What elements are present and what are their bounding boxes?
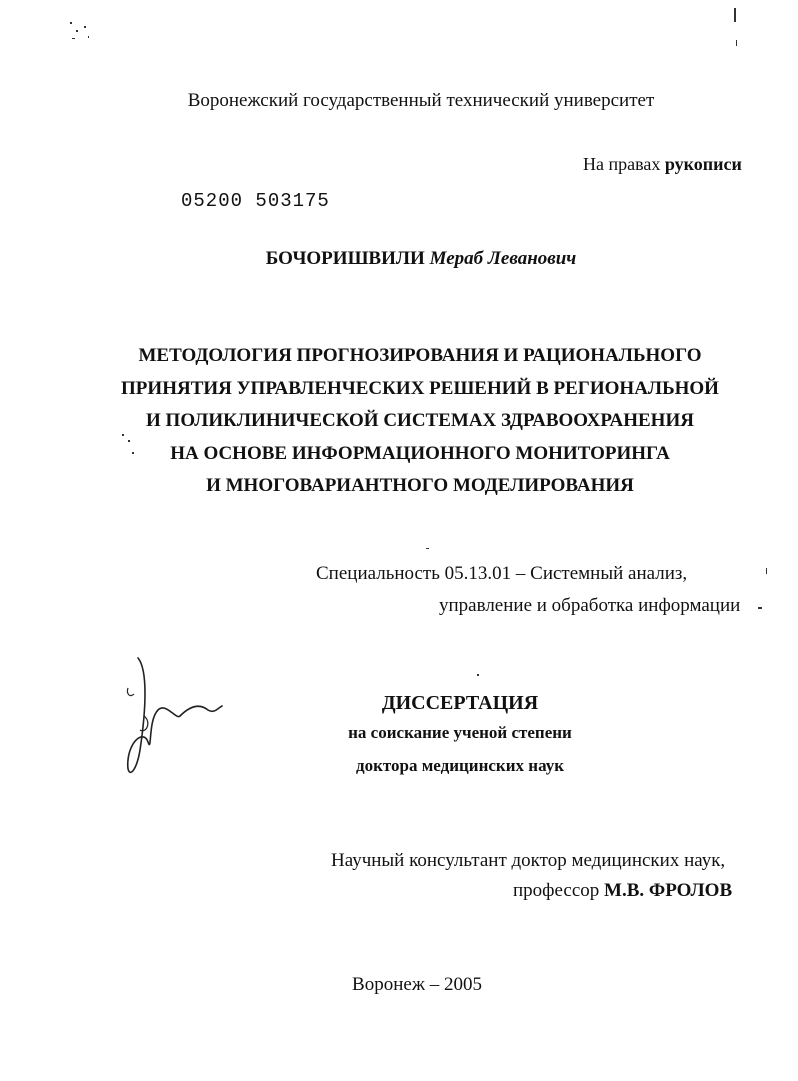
title-line: МЕТОДОЛОГИЯ ПРОГНОЗИРОВАНИЯ И РАЦИОНАЛЬНОГО bbox=[138, 345, 702, 366]
title-line: ПРИНЯТИЯ УПРАВЛЕНЧЕСКИХ РЕШЕНИЙ В РЕГИОНАЛЬНОЙ bbox=[121, 377, 719, 399]
dissertation-heading: ДИССЕРТАЦИЯ bbox=[381, 692, 539, 714]
manuscript-note bbox=[583, 154, 742, 175]
title-line: И МНОГОВАРИАНТНОГО МОДЕЛИРОВАНИЯ bbox=[206, 475, 634, 496]
degree-line-1: на соискание ученой степени bbox=[348, 723, 572, 742]
author-surname: БОЧОРИШВИЛИ bbox=[265, 248, 425, 269]
manuscript-prefix: На правах bbox=[583, 154, 665, 174]
consultant-title: профессор bbox=[513, 880, 605, 901]
consultant-line-2 bbox=[513, 880, 732, 902]
dissertation-block bbox=[230, 690, 690, 782]
signature-image bbox=[118, 650, 228, 790]
title-line: И ПОЛИКЛИНИЧЕСКОЙ СИСТЕМАХ ЗДРАВООХРАНЕНИЯ bbox=[146, 410, 694, 431]
specialty-line-1: Специальность 05.13.01 – Системный анализ, bbox=[316, 563, 688, 584]
specialty-line-2: управление и обработка информации bbox=[439, 595, 741, 616]
author-name bbox=[22, 248, 798, 270]
university-name: Воронежский государственный технический университет bbox=[187, 90, 655, 111]
manuscript-bold: рукописи bbox=[664, 154, 742, 174]
title-line: НА ОСНОВЕ ИНФОРМАЦИОННОГО МОНИТОРИНГА bbox=[170, 442, 670, 464]
author-given-names: Мераб Леванович bbox=[429, 248, 577, 269]
dissertation-title bbox=[60, 340, 780, 503]
consultant-line-1: Научный консультант доктор медицинских наук, bbox=[331, 850, 726, 871]
consultant-name: М.В. ФРОЛОВ bbox=[604, 880, 733, 901]
degree-line-2: доктора медицинских наук bbox=[355, 756, 565, 775]
registration-stamp: 05200 503175 bbox=[181, 190, 330, 212]
city-year: Воронеж – 2005 bbox=[352, 974, 482, 995]
